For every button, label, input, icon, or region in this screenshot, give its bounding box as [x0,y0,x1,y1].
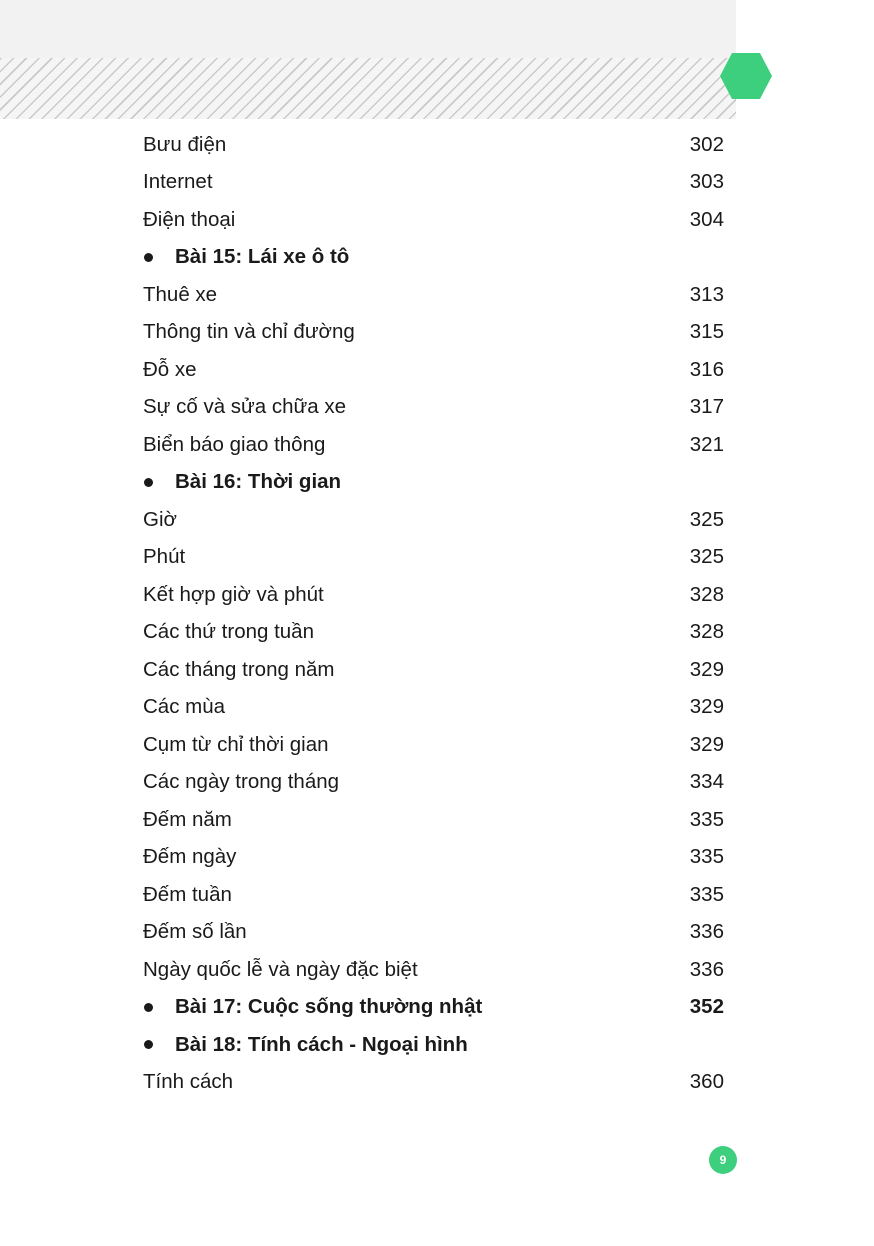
toc-entry[interactable] [143,876,728,914]
toc-label-text: Ngày quốc lễ và ngày đặc biệt [143,957,418,981]
toc-entry[interactable] [143,501,728,539]
toc-label [143,658,334,682]
toc-entry[interactable] [143,951,728,989]
toc-label [143,245,349,269]
bullet-icon [144,478,153,487]
toc-label [143,695,225,719]
toc-label [143,283,217,307]
toc-label-text: Đếm ngày [143,845,237,869]
toc-label-text: Biển báo giao thông [143,432,326,456]
toc-label-text: Cụm từ chỉ thời gian [143,732,329,756]
toc-page-number: 329 [689,732,724,756]
toc-page-number: 302 [689,132,724,156]
toc-label-text: Các tháng trong năm [143,657,335,681]
toc-entry[interactable] [143,614,728,652]
toc-entry[interactable] [143,764,728,802]
toc-label [143,470,341,494]
toc-label [143,170,213,194]
toc-label [143,1070,233,1094]
toc-page-number: 352 [689,995,724,1019]
toc-entry[interactable] [143,351,728,389]
toc-label-text: Bài 18: Tính cách - Ngoại hình [175,1032,468,1056]
toc-entry[interactable] [143,914,728,952]
toc-entry[interactable] [143,276,728,314]
toc-page-number: 316 [689,357,724,381]
toc-section-heading[interactable] [143,989,728,1027]
toc-page-number: 329 [689,657,724,681]
toc-label [143,358,197,382]
toc-entry[interactable] [143,801,728,839]
toc-label-text: Phút [143,545,186,569]
toc-page-number: 335 [689,882,724,906]
toc-label [143,433,325,457]
toc-page-number: 336 [689,920,724,944]
toc-page-number: 325 [689,507,724,531]
toc-label [143,883,232,907]
toc-page-number: 335 [689,845,724,869]
bullet-icon [144,1040,153,1049]
bullet-icon [144,1003,153,1012]
toc-page-number: 328 [689,620,724,644]
toc-label [143,845,236,869]
toc-label [143,133,226,157]
toc-page-number: 304 [689,207,724,231]
toc-label-text: Đếm số lần [143,920,247,944]
toc-label-text: Đếm tuần [143,882,232,906]
toc-page-number: 328 [689,582,724,606]
toc-label-text: Các thứ trong tuần [143,620,314,644]
toc-label [143,545,185,569]
toc-label [143,583,324,607]
toc-label [143,508,177,532]
toc-page-number: 329 [689,695,724,719]
toc-entry[interactable] [143,389,728,427]
toc-label [143,958,418,982]
toc-entry[interactable] [143,726,728,764]
toc-label [143,808,232,832]
toc-page-number: 336 [689,957,724,981]
toc-label [143,733,329,757]
toc-label-text: Đỗ xe [143,357,197,381]
header-hatch-stripe [0,58,736,119]
toc-label-text: Thuê xe [143,282,218,306]
header-band [0,0,736,58]
toc-label-text: Đếm năm [143,807,232,831]
toc-entry[interactable] [143,539,728,577]
toc-page-number: 303 [689,170,724,194]
toc-label-text: Bài 17: Cuộc sống thường nhật [175,995,483,1019]
toc-label-text: Sự cố và sửa chữa xe [143,395,346,419]
toc-page-number: 313 [689,282,724,306]
toc-entry[interactable] [143,314,728,352]
toc-section-heading[interactable] [143,239,728,277]
toc-entry[interactable] [143,839,728,877]
toc-label-text: Các ngày trong tháng [143,770,340,794]
toc-section-heading[interactable] [143,464,728,502]
toc-label-text: Giờ [143,507,177,531]
toc-label-text: Internet [143,170,213,194]
toc-page-number: 315 [689,320,724,344]
toc-page-number: 317 [689,395,724,419]
toc-label-text: Bài 15: Lái xe ô tô [175,245,350,269]
toc-label [143,995,482,1019]
toc-label-text: Các mùa [143,695,226,719]
toc-label [143,208,235,232]
toc-entry[interactable] [143,201,728,239]
toc-entry[interactable] [143,689,728,727]
toc-label [143,1033,468,1057]
toc-section-heading[interactable] [143,1026,728,1064]
toc-label [143,620,314,644]
toc-page-number: 334 [689,770,724,794]
toc-entry[interactable] [143,426,728,464]
toc-label-text: Bài 16: Thời gian [175,470,342,494]
toc-entry[interactable] [143,576,728,614]
hexagon-icon [719,52,773,100]
toc-page-number: 335 [689,807,724,831]
toc-label-text: Bưu điện [143,132,227,156]
toc-label-text: Tính cách [143,1070,234,1094]
bullet-icon [144,253,153,262]
toc-label-text: Điện thoại [143,207,236,231]
toc-label [143,920,247,944]
toc-label-text: Kết hợp giờ và phút [143,582,324,606]
page-number-badge: 9 [709,1146,737,1174]
toc-label [143,770,339,794]
toc-label-text: Thông tin và chỉ đường [143,320,355,344]
toc-entry[interactable] [143,126,728,164]
toc-page-number: 360 [689,1070,724,1094]
toc-page-number: 325 [689,545,724,569]
toc-entry[interactable] [143,1064,728,1102]
toc-label [143,320,355,344]
toc-label [143,395,346,419]
toc-page-number: 321 [689,432,724,456]
toc-entry[interactable] [143,651,728,689]
toc-entry[interactable] [143,164,728,202]
